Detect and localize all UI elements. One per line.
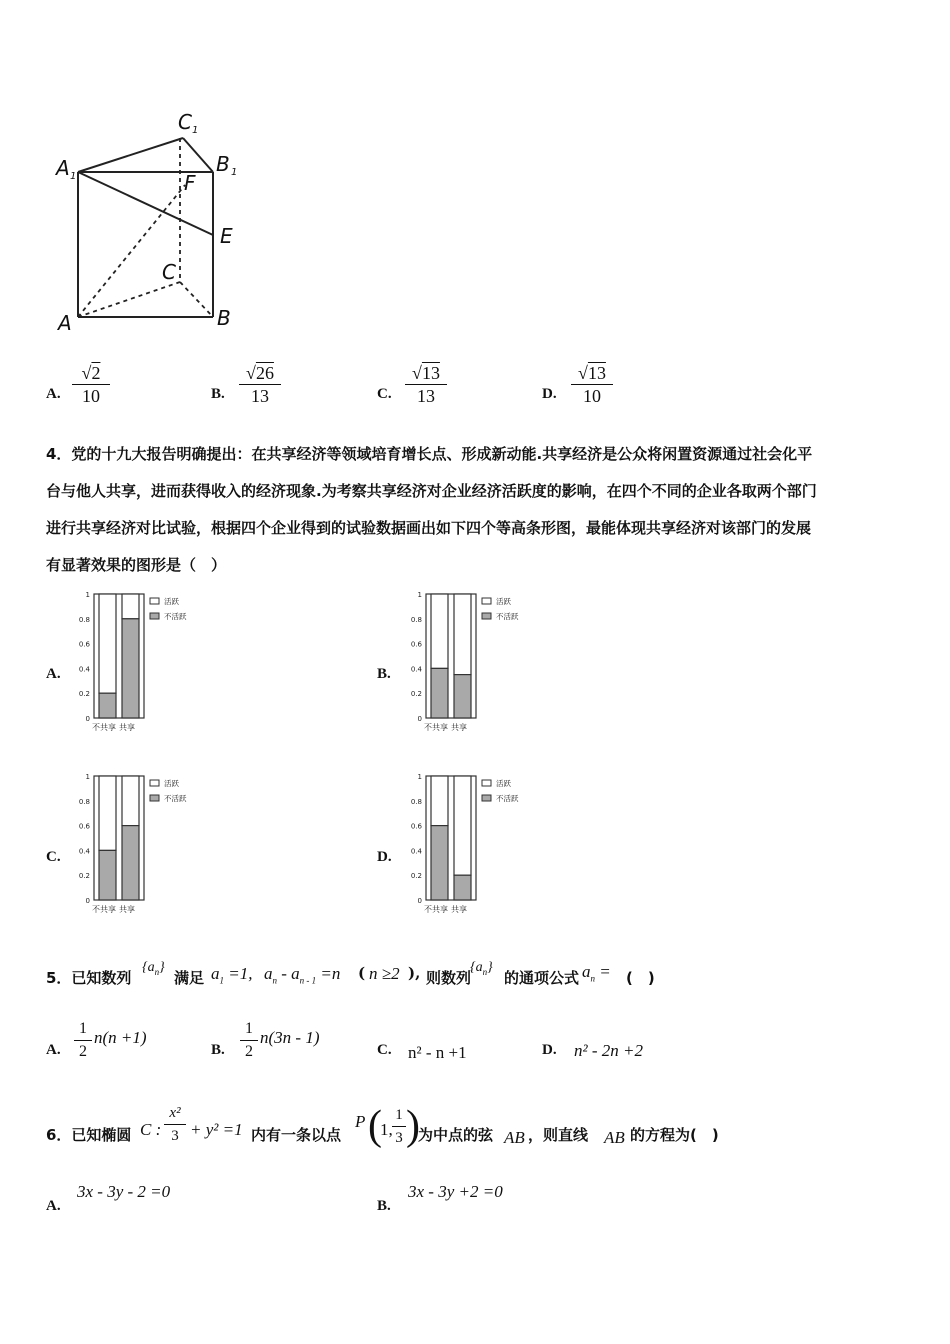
y-tick-label: 0.6 [78, 640, 90, 649]
legend-swatch-inactive [150, 613, 159, 619]
chart-b [404, 588, 544, 738]
y-tick-label: 0.4 [78, 847, 90, 856]
q5-option-b-expr: n(3n - 1) [260, 1028, 320, 1047]
q4-stem [46, 436, 916, 584]
x-category-label: 共享 [119, 723, 135, 732]
q5-option-d-label[interactable]: D. [542, 1042, 557, 1058]
bar-segment-active [99, 594, 116, 693]
q3-option-b-fraction: $\frac{√26}{13}$ [239, 362, 281, 407]
x-category-label: 不共享 [92, 723, 116, 732]
q5-option-a-label[interactable]: A. [46, 1042, 61, 1058]
q6-option-b-label[interactable]: B. [377, 1198, 391, 1214]
q4-line: 进行共享经济对比试验，根据四个企业得到的试验数据画出如下四个等高条形图，最能体现共享经济对该部门的发展 [46, 519, 812, 537]
bar-segment-active [454, 776, 471, 875]
bar-segment-active [99, 776, 116, 850]
q4-line: 4．党的十九大报告明确提出：在共享经济等领域培育增长点、形成新动能.共享经济是公众将闲置资源通过社会化平 [46, 445, 813, 463]
legend-label: 活跃 [164, 597, 179, 606]
bar-segment-inactive [431, 826, 448, 900]
label-c: C [162, 260, 176, 284]
y-tick-label: 0.6 [78, 822, 90, 831]
x-category-label: 共享 [119, 905, 135, 914]
y-tick-label: 0.8 [410, 797, 422, 806]
legend-label: 不活跃 [164, 794, 187, 803]
bar-segment-inactive [99, 850, 116, 900]
q3-option-c-label[interactable]: C. [377, 386, 392, 402]
legend-label: 活跃 [164, 779, 179, 788]
legend-swatch-active [150, 780, 159, 786]
y-tick-label: 0.2 [410, 690, 422, 699]
q3-option-d-fraction: $\frac{√13}{10}$ [571, 362, 613, 407]
label-f: F [184, 171, 196, 195]
q4-option-d-label[interactable]: D. [377, 849, 392, 865]
bar-segment-active [431, 594, 448, 668]
q5-stem: 5．已知数列 $\{a_n\}$ 满足 $a_1 =1$, $a_n - a_{n - 1} =n$ ( n ≥2 ), 则数列 $\{a_n\}$ 的通项公式 $a_n$ = ( ) [46, 960, 655, 987]
bar-segment-inactive [431, 668, 448, 718]
y-tick-label: 0.8 [410, 615, 422, 624]
y-tick-label: 0.4 [410, 665, 422, 674]
y-tick-label: 1 [85, 773, 90, 781]
x-category-label: 不共享 [424, 723, 448, 732]
q6-option-a-expr: 3x - 3y - 2 =0 [77, 1182, 171, 1201]
y-tick-label: 0 [85, 897, 90, 905]
q3-option-a-fraction: $\frac{√2}{10}$ [72, 362, 110, 407]
legend-label: 不活跃 [496, 794, 519, 803]
y-tick-label: 1 [85, 591, 90, 599]
y-tick-label: 0.4 [410, 847, 422, 856]
y-tick-label: 0.2 [410, 872, 422, 881]
q4-option-b-label[interactable]: B. [377, 666, 391, 682]
y-tick-label: 0 [417, 715, 422, 723]
q4-option-a-label[interactable]: A. [46, 666, 61, 682]
y-tick-label: 1 [417, 773, 422, 781]
chart-d [404, 770, 544, 920]
chart-c [72, 770, 212, 920]
legend-swatch-inactive [482, 613, 491, 619]
q4-line: 有显著效果的图形是（ ） [46, 556, 227, 574]
label-e: E [220, 224, 233, 248]
q5-option-c-expr: n² - n +1 [408, 1043, 467, 1062]
y-tick-label: 0.2 [78, 690, 90, 699]
bar-segment-inactive [454, 875, 471, 900]
edge-c-b [180, 282, 213, 317]
label-a: A [58, 311, 72, 335]
bar-segment-active [454, 594, 471, 675]
legend-swatch-active [482, 780, 491, 786]
q3-option-c-fraction: $\frac{√13}{13}$ [405, 362, 447, 407]
segment-a-f [78, 185, 185, 317]
legend-label: 不活跃 [496, 612, 519, 621]
edge-a1-c1 [78, 138, 183, 172]
y-tick-label: 0 [85, 715, 90, 723]
q4-line: 台与他人共享，进而获得收入的经济现象.为考察共享经济对企业经济活跃度的影响，在四个不同的企业各取两个部门 [46, 482, 817, 500]
y-tick-label: 0.8 [78, 615, 90, 624]
bar-segment-inactive [122, 826, 139, 900]
q3-option-a-label[interactable]: A. [46, 386, 61, 402]
y-tick-label: 0.4 [78, 665, 90, 674]
y-tick-label: 0.8 [78, 797, 90, 806]
legend-label: 不活跃 [164, 612, 187, 621]
svg-text:1: 1 [70, 171, 77, 182]
y-tick-label: 1 [417, 591, 422, 599]
x-category-label: 不共享 [92, 905, 116, 914]
edge-c1-b1 [183, 138, 213, 172]
bar-segment-inactive [99, 693, 116, 718]
q5-option-c-label[interactable]: C. [377, 1042, 392, 1058]
label-c1: C [178, 110, 192, 134]
bar-segment-active [431, 776, 448, 826]
y-tick-label: 0.6 [410, 640, 422, 649]
x-category-label: 不共享 [424, 905, 448, 914]
q5-option-d-expr: n² - 2n +2 [574, 1041, 643, 1060]
bar-segment-active [122, 594, 139, 619]
legend-swatch-active [482, 598, 491, 604]
legend-label: 活跃 [496, 779, 511, 788]
q3-option-b-label[interactable]: B. [211, 386, 225, 402]
q6-option-b-expr: 3x - 3y +2 =0 [408, 1182, 503, 1201]
x-category-label: 共享 [451, 905, 467, 914]
svg-text:1: 1 [231, 167, 238, 178]
legend-swatch-inactive [150, 795, 159, 801]
chart-a [72, 588, 212, 738]
bar-segment-active [122, 776, 139, 826]
svg-text:1: 1 [192, 125, 199, 136]
y-tick-label: 0.6 [410, 822, 422, 831]
q6-stem: 6．已知椭圆 C : $\frac{\text{x²}}{3}$ + y² =1 内有一条以点 P ( 1, $\frac{1}{3}$ ) 为中点的弦 AB ，则直线 AB 的方程为( ) [46, 1103, 719, 1149]
edge-a-c [78, 282, 180, 317]
bar-segment-inactive [454, 675, 471, 718]
legend-label: 活跃 [496, 597, 511, 606]
legend-swatch-active [150, 598, 159, 604]
q4-option-c-label[interactable]: C. [46, 849, 61, 865]
q6-option-a-label[interactable]: A. [46, 1198, 61, 1214]
bar-segment-inactive [122, 619, 139, 718]
label-a1: A [56, 156, 70, 180]
label-b1: B [216, 152, 230, 176]
q5-option-a-expr: n(n +1) [94, 1028, 147, 1047]
x-category-label: 共享 [451, 723, 467, 732]
y-tick-label: 0.2 [78, 872, 90, 881]
q3-option-d-label[interactable]: D. [542, 386, 557, 402]
q5-option-b-label[interactable]: B. [211, 1042, 225, 1058]
seq-an: $\{a_n\}$ [142, 960, 165, 977]
label-b: B [217, 306, 231, 330]
prism-figure [50, 105, 260, 345]
y-tick-label: 0 [417, 897, 422, 905]
legend-swatch-inactive [482, 795, 491, 801]
